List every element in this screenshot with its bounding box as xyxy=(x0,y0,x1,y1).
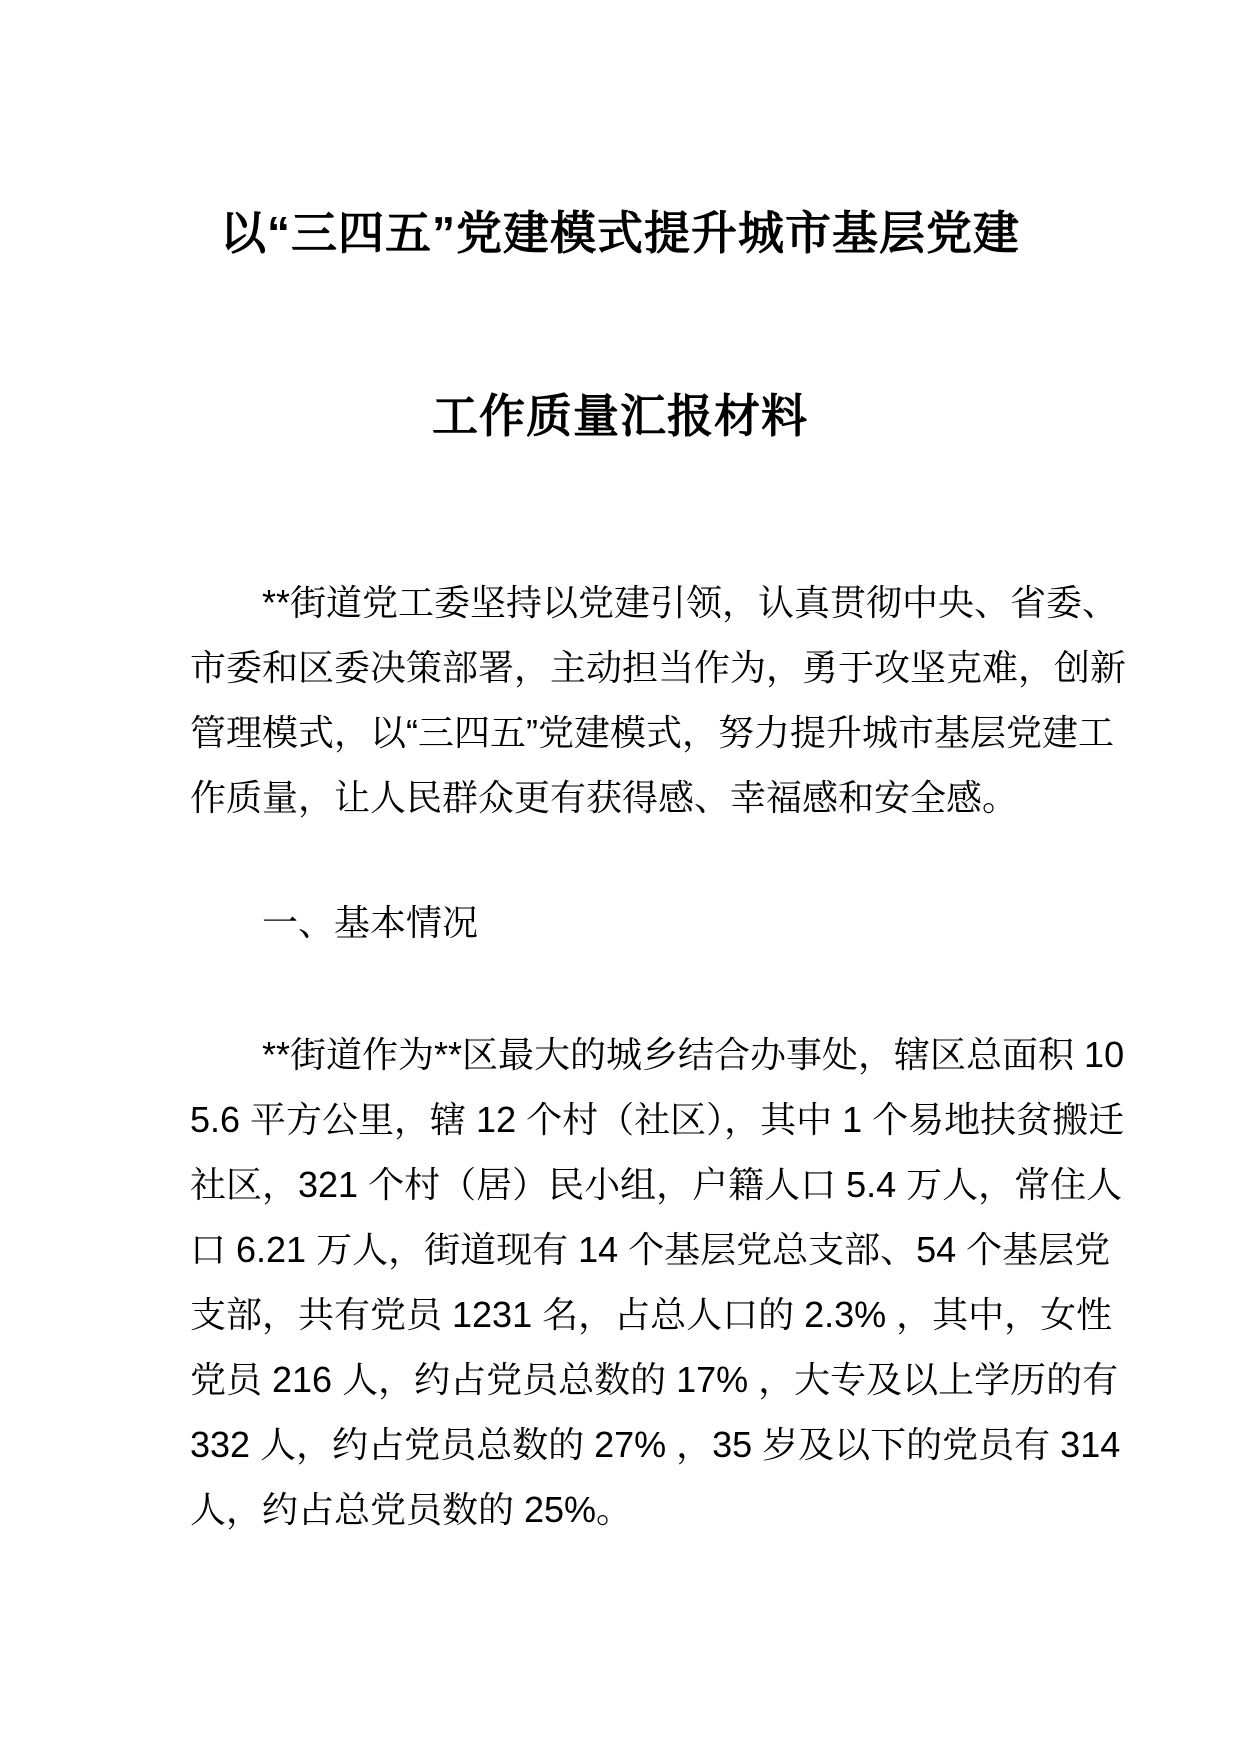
basic-info-paragraph: **街道作为**区最大的城乡结合办事处，辖区总面积 105.6 平方公里，辖 12 个村（社区），其中 1 个易地扶贫搬迁社区，321 个村（居）民小组，户籍人口 5.4 万人，常住人口 6.21 万人，街道现有 14 个基层党总支部、54 个基层党支部，共有党员 1231 名，占总人口的 2.3% ，其中，女性党员 216 人，约占党员总数的 17% ，大专及以上学历的有 332 人，约占党员总数的 27% ，35 岁及以下的党员有 314 人，约占总党员数的 25%。 xyxy=(190,1034,1125,1530)
intro-paragraph: **街道党工委坚持以党建引领，认真贯彻中央、省委、市委和区委决策部署，主动担当作为，勇于攻坚克难，创新管理模式，以“三四五”党建模式，努力提升城市基层党建工作质量，让人民群众更有获得感、幸福感和安全感。 xyxy=(190,582,1127,818)
document-title-line2: 工作质量汇报材料 xyxy=(432,390,808,442)
section-heading-basic-situation: 一、基本情况 xyxy=(262,902,479,943)
document-title-line1: 以“三四五”党建模式提升城市基层党建 xyxy=(220,207,1020,259)
